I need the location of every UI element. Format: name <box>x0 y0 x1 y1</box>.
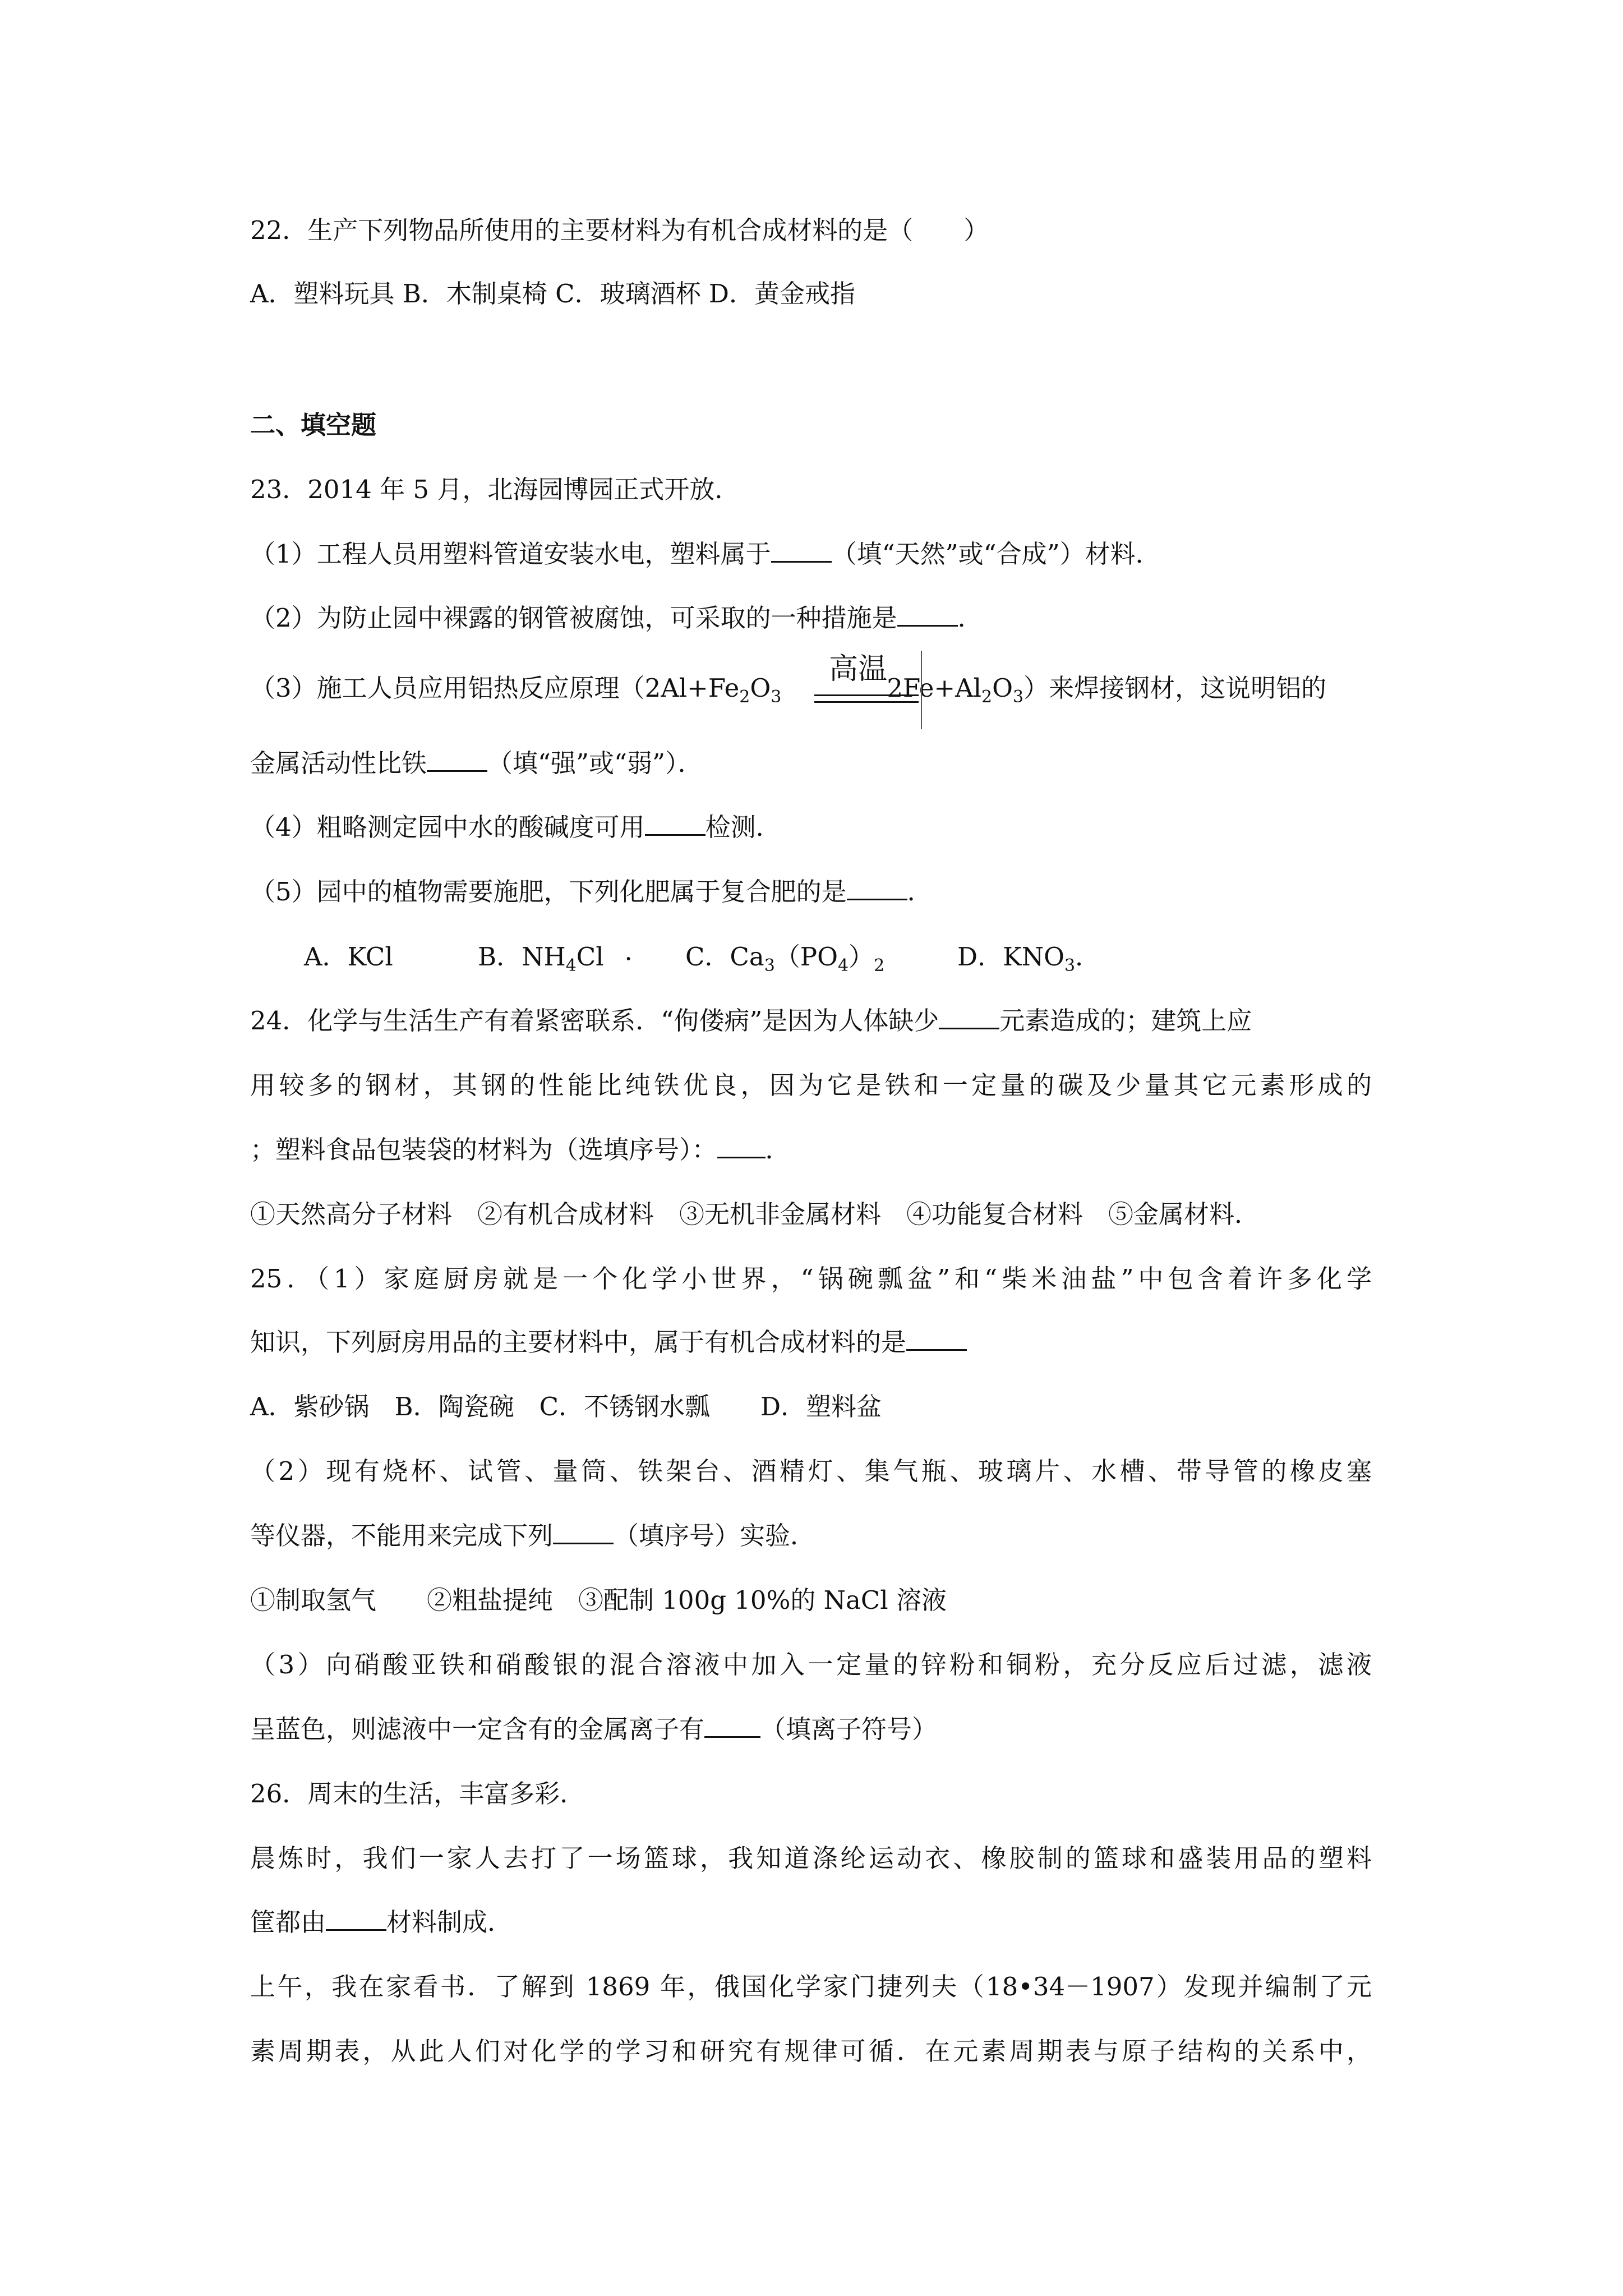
q23-part5 <box>250 875 933 909</box>
reaction-condition: 高温 <box>829 652 888 686</box>
q23-part3-text-e: ）来焊接钢材，这说明铝的 <box>1023 673 1327 703</box>
subscript: 4 <box>837 956 849 976</box>
q23-option-b-text-2: Cl <box>576 942 604 972</box>
q23-part2 <box>250 601 983 635</box>
q23-part3-line2 <box>250 747 703 780</box>
q26-para1-line1: 晨炼时，我们一家人去打了一场篮球，我知道涤纶运动衣、橡胶制的篮球和盛装用品的塑料 <box>250 1843 1372 1873</box>
q25-part2-line2-text-b: （填序号）实验． <box>614 1521 816 1550</box>
q25-part2-choices: ①制取氢气 ②粗盐提纯 ③配制 100g 10%的 NaCl 溶液 <box>250 1585 947 1615</box>
subscript: 2 <box>981 687 993 707</box>
q23-part5-text-b: ． <box>907 877 933 907</box>
q26-para1-line2 <box>250 1906 513 1939</box>
answer-blank[interactable] <box>553 1521 614 1544</box>
q23-option-d <box>957 940 1100 983</box>
q23-option-a: A．KCl <box>304 942 393 972</box>
q23-part2-text-a: （2）为防止园中裸露的钢管被腐蚀，可采取的一种措施是 <box>250 603 897 633</box>
q24-line3-text-b: ． <box>765 1135 791 1165</box>
subscript: 3 <box>1012 687 1024 707</box>
stray-mark: ・ <box>619 949 638 970</box>
q23-part4 <box>250 811 781 844</box>
q23-option-c-text-2: （PO <box>774 942 838 972</box>
answer-blank[interactable] <box>847 877 907 900</box>
answer-blank[interactable] <box>326 1908 386 1931</box>
q23-part3-text-a: （3）施工人员应用铝热反应原理（2Al+Fe <box>250 673 740 703</box>
subscript: 4 <box>565 956 577 976</box>
q23-part1 <box>250 537 1161 571</box>
q25-part3-line2-text-b: （填离子符号） <box>760 1714 938 1744</box>
q24-choices: ①天然高分子材料 ②有机合成材料 ③无机非金属材料 ④功能复合材料 ⑤金属材料． <box>250 1199 1260 1229</box>
section-title: 二、填空题 <box>250 410 377 440</box>
q23-part3-line2-text-b: （填“强”或“弱”）． <box>487 748 703 778</box>
q26-stem: 26．周末的生活，丰富多彩． <box>250 1779 585 1809</box>
q23-option-d-text-2: ． <box>1075 942 1101 972</box>
q23-part5-text-a: （5）园中的植物需要施肥，下列化肥属于复合肥的是 <box>250 877 847 907</box>
q23-part3-text-d: O <box>992 673 1013 703</box>
q24-line3-text-a: ；塑料食品包装袋的材料为（选填序号）： <box>250 1135 717 1165</box>
q24-line3 <box>250 1133 791 1167</box>
answer-blank[interactable] <box>906 1328 967 1351</box>
answer-blank[interactable] <box>645 813 706 836</box>
q25-part2-line2-text-a: 等仪器，不能用来完成下列 <box>250 1521 554 1550</box>
q25-part3-line2 <box>250 1713 937 1746</box>
q25-options: A．紫砂锅 B．陶瓷碗 C．不锈钢水瓢 D．塑料盆 <box>250 1392 882 1421</box>
q23-part3-line1 <box>250 671 1326 714</box>
subscript: 3 <box>771 687 782 707</box>
answer-blank[interactable] <box>939 1006 999 1029</box>
q22-options: A．塑料玩具 B．木制桌椅 C．玻璃酒杯 D．黄金戒指 <box>250 279 855 309</box>
q23-part3-line2-text-a: 金属活动性比铁 <box>250 748 427 778</box>
subscript: 2 <box>739 687 750 707</box>
q24-line1-text-a: 24．化学与生活生产有着紧密联系．“佝偻病”是因为人体缺少 <box>250 1006 939 1036</box>
subscript: 3 <box>764 956 775 976</box>
q23-option-b <box>478 940 638 983</box>
q24-line1-text-b: 元素造成的；建筑上应 <box>999 1006 1252 1036</box>
q23-option-c-text: C．Ca <box>685 942 764 972</box>
q23-part4-text-a: （4）粗略测定园中水的酸碱度可用 <box>250 812 645 842</box>
q22-stem: 22．生产下列物品所使用的主要材料为有机合成材料的是（ ） <box>250 215 989 245</box>
q23-part1-text-a: （1）工程人员用塑料管道安装水电，塑料属于 <box>250 539 771 569</box>
q26-para1-line2-text-b: 材料制成． <box>386 1907 513 1937</box>
answer-blank[interactable] <box>897 604 958 627</box>
answer-blank[interactable] <box>717 1135 766 1158</box>
q23-part4-text-b: 检测． <box>705 812 781 842</box>
answer-blank[interactable] <box>704 1715 760 1738</box>
q26-para2-line1: 上午，我在家看书．了解到 1869 年，俄国化学家门捷列夫（18•34－1907）发现并编制了元 <box>250 1972 1372 2001</box>
reaction-arrow-line <box>814 701 919 703</box>
q23-part1-text-b: （填“天然”或“合成”）材料． <box>831 539 1161 569</box>
q23-option-b-text: B．NH <box>478 942 566 972</box>
q23-stem: 23．2014 年 5 月，北海园博园正式开放． <box>250 475 740 504</box>
q23-part2-text-b: ． <box>957 603 983 633</box>
q23-part3-text-c: 2Fe+Al <box>887 673 981 703</box>
q25-line2 <box>250 1326 967 1359</box>
q23-option-d-text: D．KNO <box>957 942 1064 972</box>
reaction-arrow-line <box>814 694 919 696</box>
q23-option-c <box>685 940 884 983</box>
q25-line1: 25．（1）家庭厨房就是一个化学小世界，“锅碗瓢盆”和“柴米油盐”中包含着许多化学 <box>250 1264 1372 1294</box>
q24-line2: 用较多的钢材，其钢的性能比纯铁优良，因为它是铁和一定量的碳及少量其它元素形成的 <box>250 1070 1372 1100</box>
q23-option-c-text-3: ） <box>849 942 874 972</box>
subscript: 3 <box>1064 956 1076 976</box>
q26-para1-line2-text-a: 筐都由 <box>250 1907 326 1937</box>
q23-part3-text-b: O <box>750 673 771 703</box>
q26-para2-line2: 素周期表，从此人们对化学的学习和研究有规律可循．在元素周期表与原子结构的关系中， <box>250 2036 1372 2066</box>
q25-line2-text: 知识，下列厨房用品的主要材料中，属于有机合成材料的是 <box>250 1327 907 1357</box>
q25-part3-line1: （3）向硝酸亚铁和硝酸银的混合溶液中加入一定量的锌粉和铜粉，充分反应后过滤，滤液 <box>250 1650 1372 1680</box>
q25-part2-line1: （2）现有烧杯、试管、量筒、铁架台、酒精灯、集气瓶、玻璃片、水槽、带导管的橡皮塞 <box>250 1456 1372 1486</box>
answer-blank[interactable] <box>427 749 487 772</box>
q24-line1 <box>250 1004 1252 1038</box>
q25-part2-line2 <box>250 1519 815 1553</box>
answer-blank[interactable] <box>771 540 832 563</box>
cursor-mark <box>921 651 922 729</box>
q25-part3-line2-text-a: 呈蓝色，则滤液中一定含有的金属离子有 <box>250 1714 705 1744</box>
subscript: 2 <box>874 956 885 976</box>
